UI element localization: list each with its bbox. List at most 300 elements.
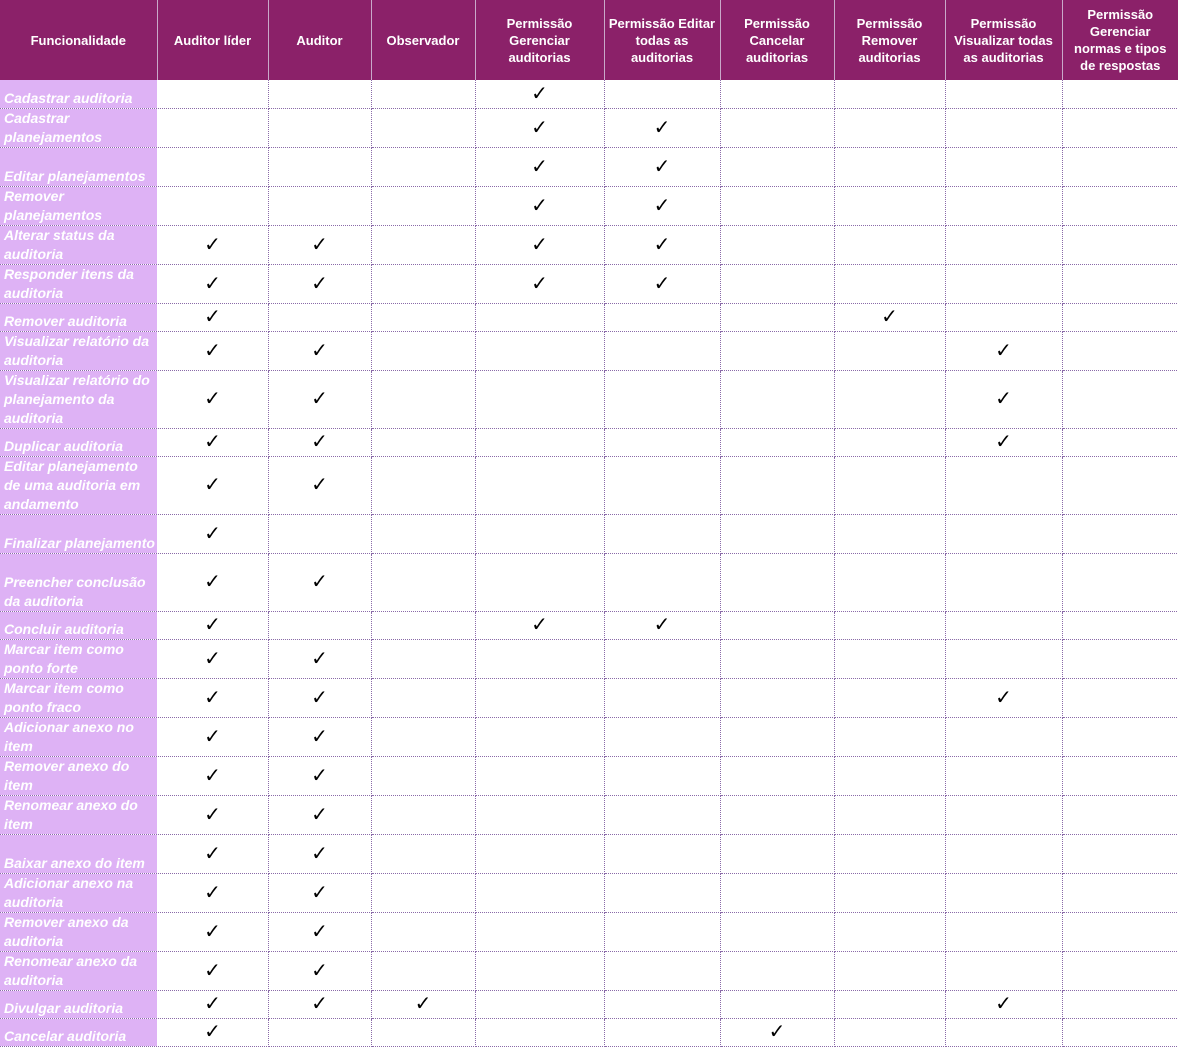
- table-row: [0, 912, 1178, 951]
- permission-cell: [945, 834, 1062, 873]
- permission-cell: [268, 912, 371, 951]
- table-row: [0, 1018, 1178, 1046]
- permission-cell: [475, 303, 604, 331]
- checkmark-icon: ✓: [995, 991, 1012, 1015]
- permission-cell: [157, 456, 268, 514]
- permission-cell: [834, 1018, 945, 1046]
- checkmark-icon: ✓: [995, 429, 1012, 453]
- permission-cell: [604, 370, 720, 428]
- permission-cell: [720, 553, 834, 611]
- permission-cell: [371, 756, 475, 795]
- permission-cell: [720, 428, 834, 456]
- checkmark-icon: ✓: [204, 762, 221, 787]
- permission-cell: [157, 951, 268, 990]
- permission-cell: [371, 912, 475, 951]
- feature-name-cell: Divulgar auditoria: [0, 990, 157, 1018]
- permission-cell: [604, 428, 720, 456]
- permission-cell: [945, 225, 1062, 264]
- table-row: [0, 873, 1178, 912]
- permission-cell: [1062, 370, 1178, 428]
- permission-cell: [604, 331, 720, 370]
- checkmark-icon: ✓: [311, 270, 328, 295]
- checkmark-icon: ✓: [204, 231, 221, 256]
- permission-cell: [475, 553, 604, 611]
- permission-cell: [945, 514, 1062, 553]
- permission-cell: [834, 553, 945, 611]
- permission-cell: [1062, 912, 1178, 951]
- feature-name-cell: Visualizar relatório do planejamento da auditoria: [0, 370, 157, 428]
- feature-name-cell: Preencher conclusão da auditoria: [0, 553, 157, 611]
- checkmark-icon: ✓: [531, 612, 548, 636]
- checkmark-icon: ✓: [204, 612, 221, 636]
- permission-cell: [475, 370, 604, 428]
- checkmark-icon: ✓: [204, 386, 221, 410]
- permission-cell: [157, 912, 268, 951]
- feature-name-cell: Remover anexo da auditoria: [0, 912, 157, 951]
- permission-cell: [268, 951, 371, 990]
- checkmark-icon: ✓: [311, 723, 328, 748]
- feature-name-cell: Marcar item como ponto fraco: [0, 678, 157, 717]
- column-header-gerenciar-auditorias: Permissão Gerenciar auditorias: [475, 0, 604, 80]
- permission-cell: [157, 795, 268, 834]
- permission-cell: [604, 678, 720, 717]
- permission-cell: [604, 990, 720, 1018]
- permission-cell: [834, 678, 945, 717]
- feature-name-cell: Renomear anexo da auditoria: [0, 951, 157, 990]
- permission-cell: [371, 639, 475, 678]
- column-header-auditor: Auditor: [268, 0, 371, 80]
- checkmark-icon: ✓: [204, 304, 221, 328]
- column-header-remover-auditorias: Permissão Remover auditorias: [834, 0, 945, 80]
- permission-cell: [157, 428, 268, 456]
- checkmark-icon: ✓: [653, 231, 671, 256]
- permission-cell: [720, 834, 834, 873]
- checkmark-icon: ✓: [311, 684, 328, 709]
- permission-cell: [834, 912, 945, 951]
- permission-cell: [834, 717, 945, 756]
- checkmark-icon: ✓: [204, 472, 221, 496]
- permission-cell: [720, 951, 834, 990]
- table-row: [0, 611, 1178, 639]
- permission-cell: [475, 912, 604, 951]
- permission-cell: [604, 1018, 720, 1046]
- permission-cell: [945, 80, 1062, 108]
- checkmark-icon: ✓: [311, 918, 328, 943]
- permission-cell: [268, 553, 371, 611]
- permission-cell: [720, 303, 834, 331]
- permission-cell: [834, 834, 945, 873]
- permission-cell: [834, 795, 945, 834]
- permission-cell: [834, 990, 945, 1018]
- permission-cell: [268, 990, 371, 1018]
- permission-cell: [371, 678, 475, 717]
- permission-cell: [720, 331, 834, 370]
- feature-name-cell: Visualizar relatório da auditoria: [0, 331, 157, 370]
- permission-cell: [1062, 611, 1178, 639]
- permission-cell: [1062, 639, 1178, 678]
- permission-cell: [834, 264, 945, 303]
- permission-cell: [371, 225, 475, 264]
- permission-cell: [604, 834, 720, 873]
- permission-cell: [1062, 951, 1178, 990]
- permission-cell: [720, 1018, 834, 1046]
- permission-cell: [157, 639, 268, 678]
- permission-cell: [604, 80, 720, 108]
- table-row: [0, 678, 1178, 717]
- permission-cell: [1062, 108, 1178, 147]
- permission-cell: [1062, 795, 1178, 834]
- checkmark-icon: ✓: [204, 801, 221, 826]
- column-header-gerenciar-normas: Permissão Gerenciar normas e tipos de respostas: [1062, 0, 1178, 80]
- permission-cell: [157, 186, 268, 225]
- permission-cell: [604, 186, 720, 225]
- permission-cell: [720, 873, 834, 912]
- permission-cell: [945, 428, 1062, 456]
- table-row: [0, 80, 1178, 108]
- permission-cell: [371, 331, 475, 370]
- permission-cell: [157, 834, 268, 873]
- checkmark-icon: ✓: [204, 957, 221, 982]
- permission-cell: [945, 1018, 1062, 1046]
- table-row: [0, 795, 1178, 834]
- permission-cell: [475, 108, 604, 147]
- permission-cell: [834, 225, 945, 264]
- checkmark-icon: ✓: [995, 337, 1012, 362]
- permission-cell: [1062, 225, 1178, 264]
- checkmark-icon: ✓: [204, 520, 221, 545]
- permission-cell: [157, 1018, 268, 1046]
- permission-cell: [475, 678, 604, 717]
- checkmark-icon: ✓: [204, 918, 221, 943]
- checkmark-icon: ✓: [311, 429, 328, 453]
- permission-cell: [475, 990, 604, 1018]
- table-row: [0, 264, 1178, 303]
- permission-cell: [371, 873, 475, 912]
- permission-cell: [268, 264, 371, 303]
- permission-cell: [604, 795, 720, 834]
- permission-cell: [834, 514, 945, 553]
- permission-cell: [371, 514, 475, 553]
- permission-cell: [475, 873, 604, 912]
- permission-cell: [945, 370, 1062, 428]
- permission-cell: [945, 303, 1062, 331]
- permission-cell: [834, 80, 945, 108]
- checkmark-icon: ✓: [881, 304, 898, 328]
- permission-cell: [268, 717, 371, 756]
- header-row: [0, 0, 1178, 80]
- table-row: [0, 303, 1178, 331]
- feature-name-cell: Remover planejamentos: [0, 186, 157, 225]
- permission-cell: [371, 795, 475, 834]
- permission-cell: [475, 756, 604, 795]
- permission-cell: [834, 428, 945, 456]
- feature-name-cell: Responder itens da auditoria: [0, 264, 157, 303]
- checkmark-icon: ✓: [204, 723, 221, 748]
- permission-cell: [945, 264, 1062, 303]
- permission-cell: [475, 611, 604, 639]
- permission-cell: [720, 186, 834, 225]
- permission-cell: [1062, 1018, 1178, 1046]
- permission-cell: [371, 990, 475, 1018]
- checkmark-icon: ✓: [311, 840, 328, 865]
- permission-cell: [1062, 186, 1178, 225]
- permission-cell: [371, 370, 475, 428]
- permission-cell: [1062, 990, 1178, 1018]
- permission-cell: [945, 873, 1062, 912]
- checkmark-icon: ✓: [204, 270, 221, 295]
- permission-cell: [945, 912, 1062, 951]
- permission-cell: [945, 951, 1062, 990]
- permission-cell: [720, 456, 834, 514]
- permission-cell: [268, 147, 371, 186]
- checkmark-icon: ✓: [531, 80, 548, 105]
- permission-cell: [1062, 873, 1178, 912]
- permission-cell: [1062, 428, 1178, 456]
- permission-cell: [268, 795, 371, 834]
- table-row: [0, 756, 1178, 795]
- checkmark-icon: ✓: [311, 337, 328, 362]
- table-row: [0, 428, 1178, 456]
- feature-name-cell: Editar planejamentos: [0, 147, 157, 186]
- permission-cell: [268, 331, 371, 370]
- permission-cell: [720, 147, 834, 186]
- permission-cell: [945, 756, 1062, 795]
- permission-cell: [157, 147, 268, 186]
- permission-cell: [475, 795, 604, 834]
- permission-cell: [268, 370, 371, 428]
- permission-cell: [157, 553, 268, 611]
- permission-cell: [945, 147, 1062, 186]
- permission-cell: [1062, 553, 1178, 611]
- checkmark-icon: ✓: [995, 684, 1012, 709]
- checkmark-icon: ✓: [311, 801, 328, 826]
- permission-cell: [834, 639, 945, 678]
- permission-cell: [720, 912, 834, 951]
- permission-cell: [268, 186, 371, 225]
- permission-cell: [475, 639, 604, 678]
- table-row: [0, 370, 1178, 428]
- permission-cell: [475, 147, 604, 186]
- feature-name-cell: Adicionar anexo no item: [0, 717, 157, 756]
- table-row: [0, 456, 1178, 514]
- checkmark-icon: ✓: [531, 270, 548, 295]
- permission-cell: [945, 331, 1062, 370]
- table-row: [0, 639, 1178, 678]
- permission-cell: [475, 717, 604, 756]
- permission-cell: [475, 264, 604, 303]
- permission-cell: [371, 1018, 475, 1046]
- permission-cell: [475, 456, 604, 514]
- permission-cell: [371, 834, 475, 873]
- permission-cell: [945, 639, 1062, 678]
- permission-cell: [268, 225, 371, 264]
- permission-cell: [945, 717, 1062, 756]
- permission-cell: [1062, 303, 1178, 331]
- permission-cell: [720, 611, 834, 639]
- permission-cell: [371, 456, 475, 514]
- permission-cell: [1062, 717, 1178, 756]
- permission-cell: [720, 678, 834, 717]
- feature-name-cell: Cadastrar planejamentos: [0, 108, 157, 147]
- checkmark-icon: ✓: [653, 153, 671, 178]
- permission-cell: [720, 264, 834, 303]
- feature-name-cell: Baixar anexo do item: [0, 834, 157, 873]
- permission-cell: [268, 303, 371, 331]
- checkmark-icon: ✓: [311, 569, 328, 593]
- permission-cell: [720, 756, 834, 795]
- feature-name-cell: Editar planejamento de uma auditoria em andamento: [0, 456, 157, 514]
- permission-cell: [475, 186, 604, 225]
- table-row: [0, 147, 1178, 186]
- checkmark-icon: ✓: [204, 684, 221, 709]
- permission-cell: [945, 990, 1062, 1018]
- feature-name-cell: Remover anexo do item: [0, 756, 157, 795]
- permission-cell: [720, 717, 834, 756]
- permission-cell: [834, 303, 945, 331]
- permission-cell: [604, 456, 720, 514]
- permission-cell: [720, 108, 834, 147]
- permission-cell: [371, 264, 475, 303]
- permission-cell: [1062, 264, 1178, 303]
- permission-cell: [834, 147, 945, 186]
- permission-cell: [604, 264, 720, 303]
- table-row: [0, 225, 1178, 264]
- permission-cell: [157, 370, 268, 428]
- checkmark-icon: ✓: [653, 114, 671, 139]
- permission-cell: [268, 873, 371, 912]
- permission-cell: [604, 514, 720, 553]
- table-row: [0, 514, 1178, 553]
- permission-cell: [1062, 834, 1178, 873]
- permission-cell: [157, 873, 268, 912]
- permission-cell: [834, 951, 945, 990]
- permission-cell: [834, 756, 945, 795]
- checkmark-icon: ✓: [204, 337, 221, 362]
- checkmark-icon: ✓: [204, 429, 221, 453]
- permission-cell: [371, 303, 475, 331]
- permission-cell: [157, 331, 268, 370]
- permission-cell: [1062, 456, 1178, 514]
- permission-cell: [720, 514, 834, 553]
- checkmark-icon: ✓: [311, 386, 328, 410]
- permission-cell: [1062, 331, 1178, 370]
- table-row: [0, 331, 1178, 370]
- permission-cell: [268, 514, 371, 553]
- permission-cell: [157, 611, 268, 639]
- checkmark-icon: ✓: [311, 879, 328, 904]
- table-row: [0, 834, 1178, 873]
- checkmark-icon: ✓: [311, 957, 328, 982]
- permission-cell: [268, 678, 371, 717]
- permission-cell: [834, 611, 945, 639]
- checkmark-icon: ✓: [311, 991, 328, 1015]
- feature-name-cell: Finalizar planejamento: [0, 514, 157, 553]
- checkmark-icon: ✓: [311, 231, 328, 256]
- permission-cell: [720, 225, 834, 264]
- feature-name-cell: Marcar item como ponto forte: [0, 639, 157, 678]
- permission-cell: [720, 370, 834, 428]
- permission-cell: [834, 108, 945, 147]
- permission-cell: [371, 951, 475, 990]
- permission-cell: [604, 912, 720, 951]
- permission-cell: [157, 225, 268, 264]
- permission-cell: [268, 1018, 371, 1046]
- table-row: [0, 553, 1178, 611]
- permission-cell: [834, 186, 945, 225]
- permissions-table-body: [0, 80, 1178, 1046]
- checkmark-icon: ✓: [995, 386, 1012, 410]
- permission-cell: [604, 147, 720, 186]
- permission-cell: [371, 611, 475, 639]
- permission-cell: [157, 678, 268, 717]
- checkmark-icon: ✓: [414, 991, 432, 1015]
- permission-cell: [157, 108, 268, 147]
- permission-cell: [604, 611, 720, 639]
- permission-cell: [945, 108, 1062, 147]
- checkmark-icon: ✓: [653, 192, 671, 217]
- permission-cell: [157, 80, 268, 108]
- checkmark-icon: ✓: [204, 1019, 221, 1043]
- permission-cell: [371, 717, 475, 756]
- permission-cell: [834, 873, 945, 912]
- feature-name-cell: Duplicar auditoria: [0, 428, 157, 456]
- permission-cell: [720, 990, 834, 1018]
- permission-cell: [268, 108, 371, 147]
- permission-cell: [268, 80, 371, 108]
- permission-cell: [475, 428, 604, 456]
- permission-cell: [834, 456, 945, 514]
- column-header-auditor-lider: Auditor líder: [157, 0, 268, 80]
- permission-cell: [157, 514, 268, 553]
- column-header-editar-todas: Permissão Editar todas as auditorias: [604, 0, 720, 80]
- column-header-observador: Observador: [371, 0, 475, 80]
- permission-cell: [475, 1018, 604, 1046]
- permission-cell: [604, 717, 720, 756]
- checkmark-icon: ✓: [204, 840, 221, 865]
- table-row: [0, 990, 1178, 1018]
- table-row: [0, 186, 1178, 225]
- permission-cell: [720, 639, 834, 678]
- permission-cell: [268, 428, 371, 456]
- checkmark-icon: ✓: [311, 762, 328, 787]
- permission-cell: [475, 80, 604, 108]
- permission-cell: [268, 756, 371, 795]
- permission-cell: [945, 456, 1062, 514]
- permission-cell: [604, 873, 720, 912]
- permission-cell: [945, 186, 1062, 225]
- checkmark-icon: ✓: [531, 114, 548, 139]
- permission-cell: [475, 834, 604, 873]
- permission-cell: [945, 678, 1062, 717]
- permission-cell: [604, 756, 720, 795]
- permission-cell: [371, 186, 475, 225]
- permission-cell: [157, 756, 268, 795]
- permission-cell: [834, 331, 945, 370]
- checkmark-icon: ✓: [204, 645, 221, 670]
- permission-cell: [157, 303, 268, 331]
- permission-cell: [371, 80, 475, 108]
- feature-name-cell: Cancelar auditoria: [0, 1018, 157, 1046]
- permission-cell: [475, 951, 604, 990]
- permission-cell: [1062, 514, 1178, 553]
- permission-cell: [157, 717, 268, 756]
- column-header-visualizar-todas: Permissão Visualizar todas as auditorias: [945, 0, 1062, 80]
- checkmark-icon: ✓: [204, 991, 221, 1015]
- feature-name-cell: Remover auditoria: [0, 303, 157, 331]
- permission-cell: [604, 951, 720, 990]
- checkmark-icon: ✓: [204, 569, 221, 593]
- permission-cell: [604, 108, 720, 147]
